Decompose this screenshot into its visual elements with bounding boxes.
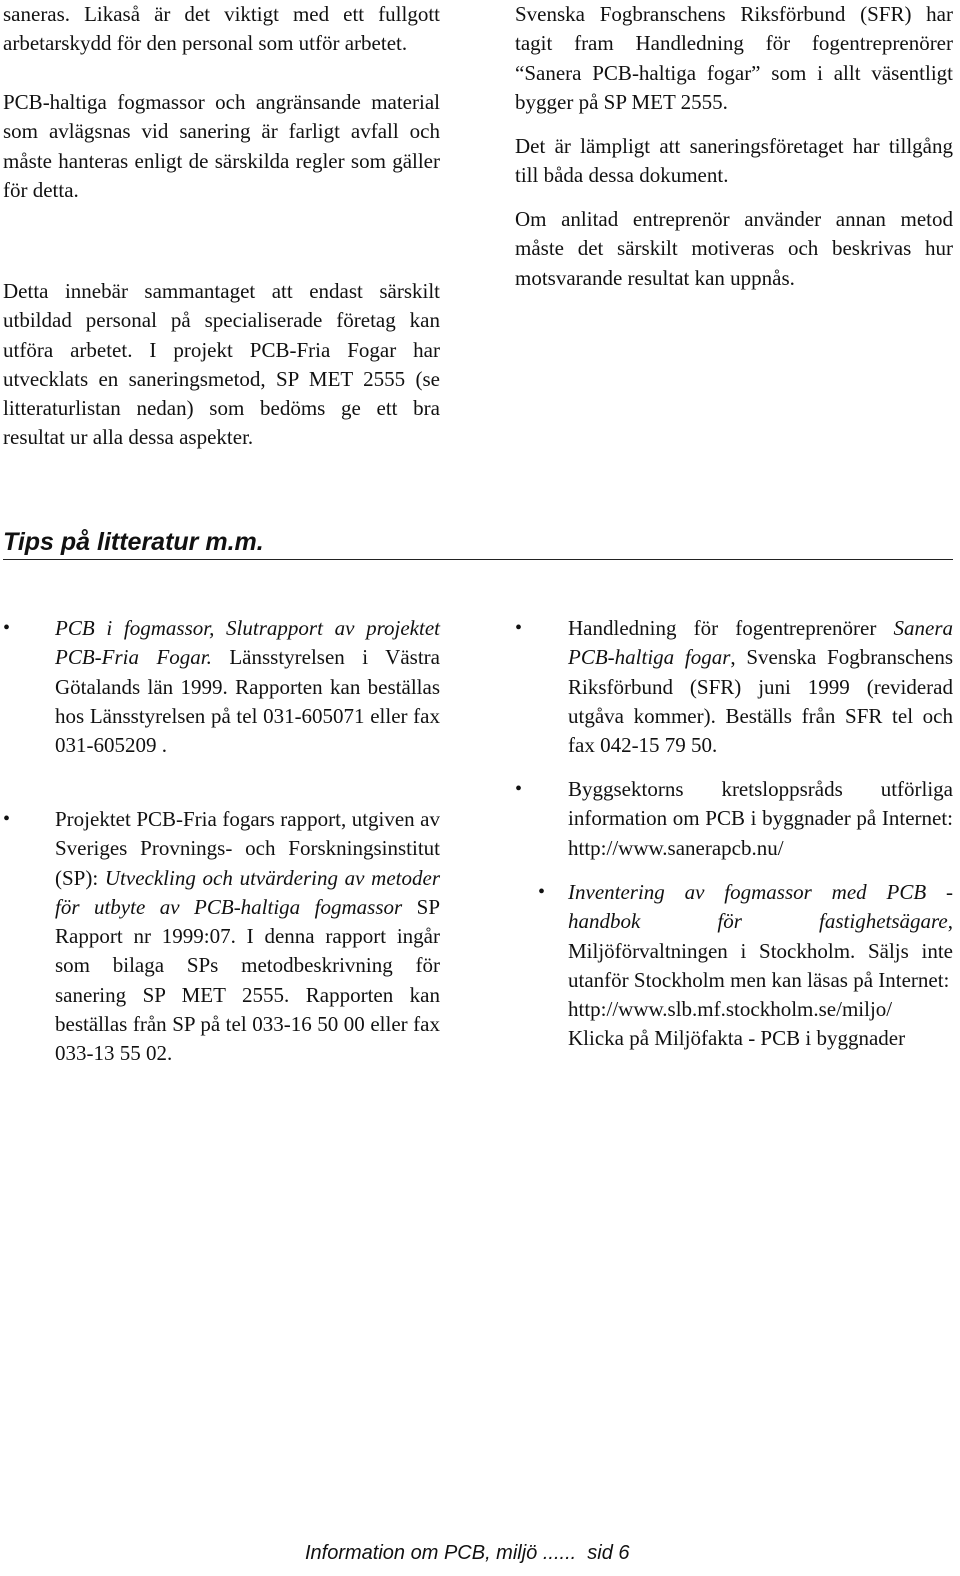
bullet-icon: •	[3, 617, 11, 639]
reference-intro: Projektet PCB-Fria fogars rapport, utgiven av Sveriges Provnings- och Forskningsinstitut (SP):	[55, 807, 440, 890]
bullet-icon: •	[3, 808, 11, 830]
bullet-icon: •	[515, 617, 523, 639]
page-footer: Information om PCB, miljö ...... sid 6	[305, 1542, 630, 1564]
section-heading: Tips på litteratur m.m.	[3, 528, 264, 556]
reference-details: , Miljöförvaltningen i Stockholm. Säljs inte utanför Stockholm men kan läsas på Internet:	[568, 909, 953, 992]
reference-title: Utveckling och utvärdering av metoder för utbyte av PCB-haltiga fogmassor	[55, 865, 440, 919]
bullet-icon: •	[538, 881, 546, 903]
left-paragraph-2: PCB-haltiga fogmassor och angränsande material som avlägsnas vid sanering är farligt avfall och måste hanteras enligt de särskilda regler som gäller för detta.	[3, 90, 440, 202]
section-heading-rule	[3, 526, 953, 560]
reference-title: Inventering av fogmassor med PCB - handbok för fastighetsägare	[568, 880, 953, 934]
reference-intro: Handledning för fogentreprenörer	[568, 616, 894, 640]
reference-text	[568, 614, 953, 760]
left-paragraph-3: Detta innebär sammantaget att endast särskilt utbildad personal på specialiserade företag kan utföra arbetet. I projekt PCB-Fria Fogar har utvecklats en saneringsmetod, SP MET 2555 (se litteraturlistan nedan) som bedöms ge ett bra resultat ur alla dessa aspekter.	[3, 279, 440, 450]
right-paragraph-2: Det är lämpligt att saneringsföretaget har tillgång till båda dessa dokument.	[515, 134, 953, 188]
reference-text	[55, 614, 440, 760]
reference-text: Byggsektorns kretsloppsråds utförliga information om PCB i byggnader på Internet: http://www.sanerapcb.nu/	[568, 777, 953, 860]
reference-text	[568, 878, 953, 1054]
right-paragraph-3: Om anlitad entreprenör använder annan metod måste det särskilt motiveras och beskrivas hur motsvarande resultat kan uppnås.	[515, 207, 953, 290]
left-paragraph-1: saneras. Likaså är det viktigt med ett fullgott arbetarskydd för den personal som utför arbetet.	[3, 2, 440, 56]
bullet-icon: •	[515, 778, 523, 800]
reference-note: Klicka på Miljöfakta - PCB i byggnader	[568, 1026, 906, 1051]
reference-url[interactable]: http://www.slb.mf.stockholm.se/miljo/	[568, 997, 893, 1022]
reference-title: Sanera PCB-haltiga fogar	[568, 616, 953, 670]
reference-text	[55, 805, 440, 1069]
reference-details: , Svenska Fogbranschens Riksförbund (SFR) juni 1999 (reviderad utgåva kommer). Beställs från SFR tel och fax 042-15 79 50.	[568, 645, 953, 758]
reference-details: Länsstyrelsen i Västra Götalands län 1999. Rapporten kan beställas hos Länsstyrelsen på tel 031-605071 eller fax 031-605209 .	[55, 645, 440, 758]
right-paragraph-1: Svenska Fogbranschens Riksförbund (SFR) har tagit fram Handledning för fogentreprenörer “Sanera PCB-haltiga fogar” som i allt väsentligt bygger på SP MET 2555.	[515, 2, 953, 114]
reference-title: PCB i fogmassor, Slutrapport av projektet PCB-Fria Fogar.	[55, 616, 440, 670]
reference-details: SP Rapport nr 1999:07. I denna rapport ingår som bilaga SPs metodbeskrivning för sanering SP MET 2555. Rapporten kan beställas från SP på tel 033-16 50 00 eller fax 033-13 55 02.	[55, 894, 440, 1066]
